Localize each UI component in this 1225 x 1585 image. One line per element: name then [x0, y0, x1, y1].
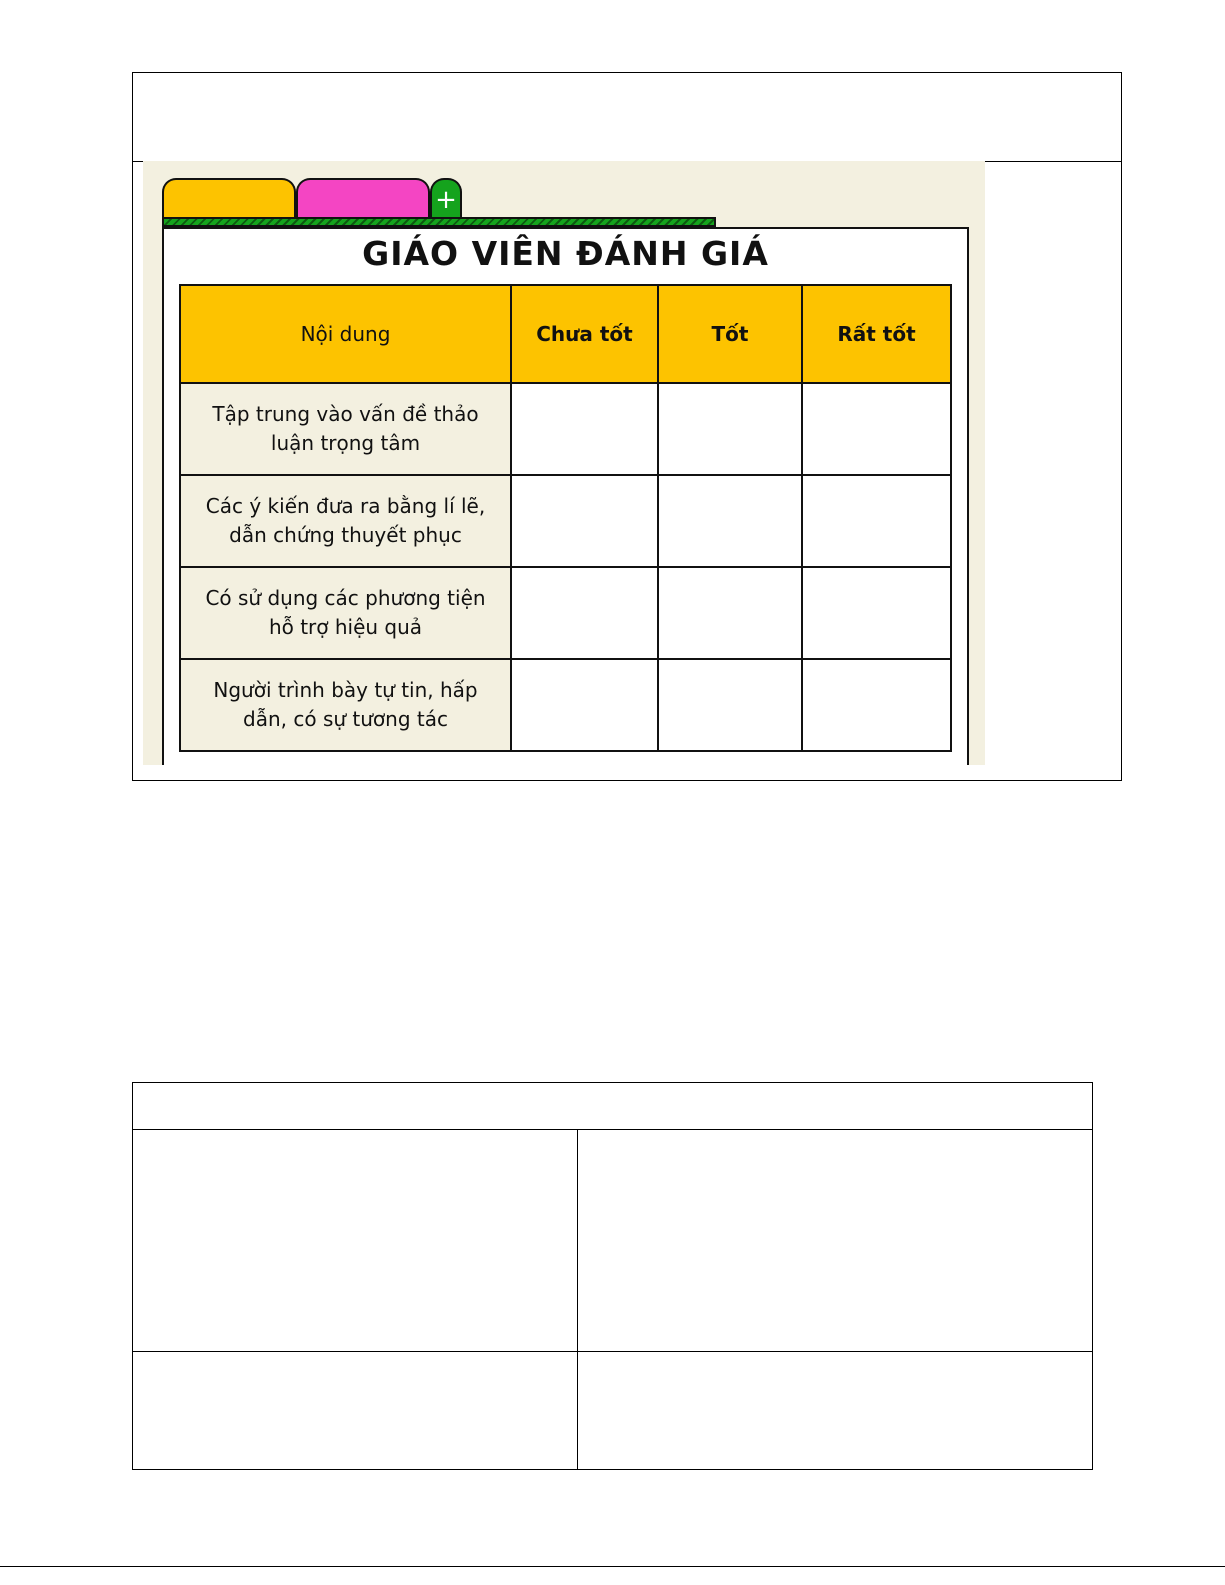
- bottom-frame-divider-middle: [133, 1351, 1092, 1352]
- criterion-cell: Tập trung vào vấn đề thảo luận trọng tâm: [180, 383, 511, 475]
- table-row: [180, 475, 951, 567]
- score-cell-very-good[interactable]: [802, 659, 951, 751]
- header-content: Nội dung: [180, 285, 511, 383]
- evaluation-table: [179, 284, 952, 752]
- header-very-good: Rất tốt: [802, 285, 951, 383]
- score-cell-not-good[interactable]: [511, 659, 658, 751]
- tab-yellow[interactable]: [162, 178, 296, 220]
- score-cell-good[interactable]: [658, 659, 802, 751]
- striped-bar: [162, 217, 716, 227]
- criterion-cell: Các ý kiến đưa ra bằng lí lẽ, dẫn chứng thuyết phục: [180, 475, 511, 567]
- table-row: [180, 659, 951, 751]
- table-row: [180, 567, 951, 659]
- score-cell-not-good[interactable]: [511, 475, 658, 567]
- bottom-frame-divider-vertical: [577, 1129, 578, 1469]
- add-tab-button[interactable]: [430, 178, 462, 220]
- score-cell-very-good[interactable]: [802, 383, 951, 475]
- page-bottom-rule: [0, 1566, 1225, 1567]
- score-cell-very-good[interactable]: [802, 475, 951, 567]
- bottom-frame-divider-top: [133, 1129, 1092, 1130]
- table-header-row: [180, 285, 951, 383]
- table-row: [180, 383, 951, 475]
- score-cell-good[interactable]: [658, 567, 802, 659]
- plus-icon: +: [435, 185, 457, 215]
- score-cell-good[interactable]: [658, 475, 802, 567]
- score-cell-very-good[interactable]: [802, 567, 951, 659]
- header-good: Tốt: [658, 285, 802, 383]
- evaluation-title: GIÁO VIÊN ĐÁNH GIÁ: [362, 234, 769, 273]
- bottom-frame: [132, 1082, 1093, 1470]
- header-not-good: Chưa tốt: [511, 285, 658, 383]
- score-cell-not-good[interactable]: [511, 567, 658, 659]
- criterion-cell: Có sử dụng các phương tiện hỗ trợ hiệu quả: [180, 567, 511, 659]
- tab-pink[interactable]: [296, 178, 430, 220]
- criterion-cell: Người trình bày tự tin, hấp dẫn, có sự tương tác: [180, 659, 511, 751]
- score-cell-not-good[interactable]: [511, 383, 658, 475]
- score-cell-good[interactable]: [658, 383, 802, 475]
